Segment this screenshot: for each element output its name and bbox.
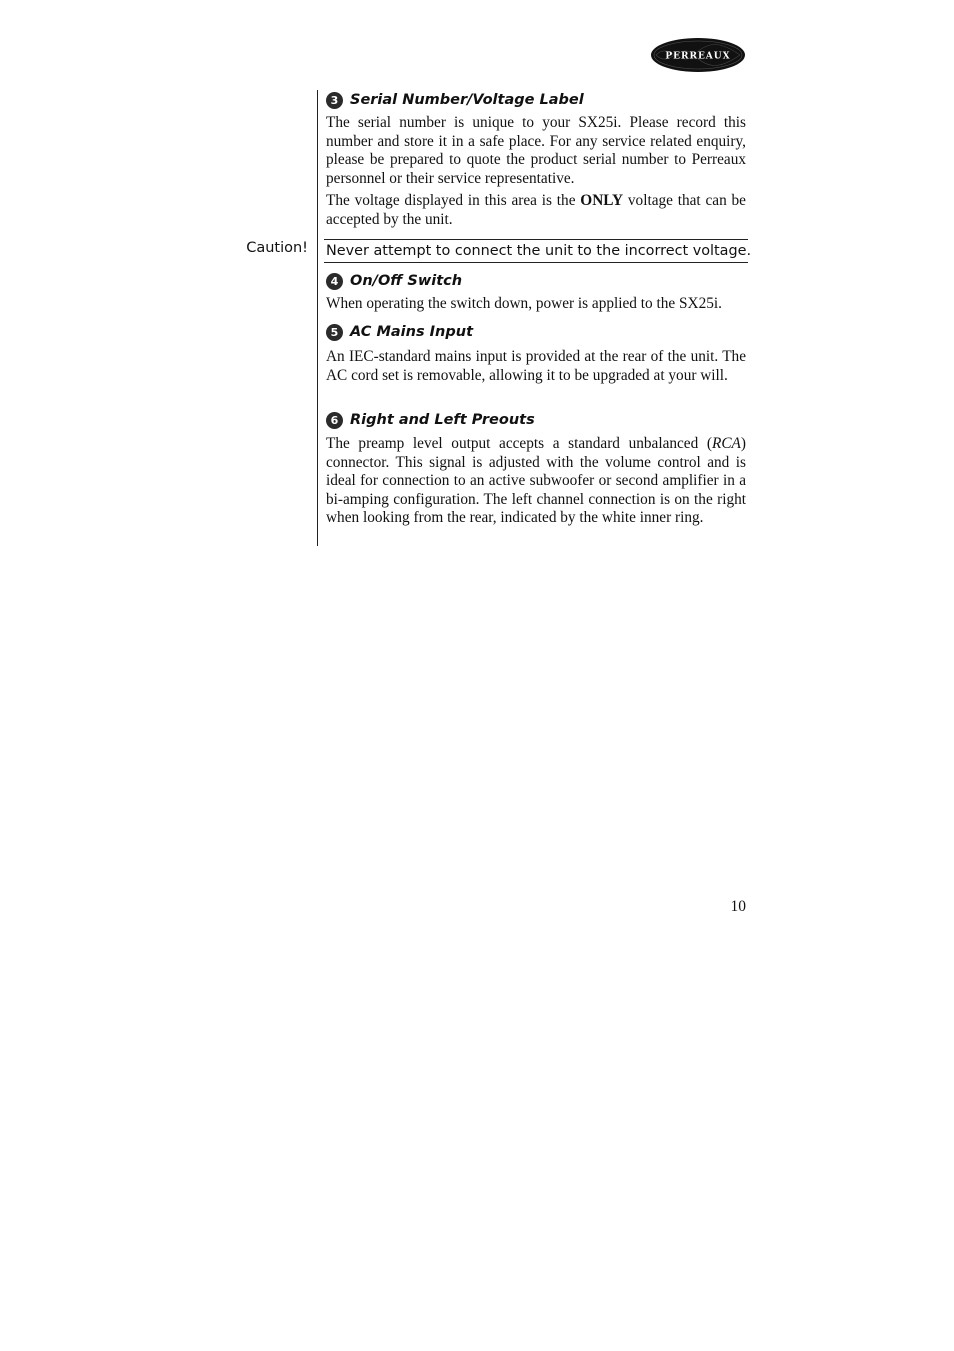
svg-text:PERREAUX: PERREAUX <box>665 51 731 62</box>
section-preouts <box>326 410 746 528</box>
paragraph: The preamp level output accepts a standard unbalanced (RCA) connector. This signal is adjusted with the volume control and is ideal for connection to an active subwoofer or second amplifier in a bi-amping configuration. The left channel connection is on the right when looking from the rear, indicated by the white inner ring. <box>326 435 746 527</box>
section-on-off-switch <box>326 271 746 314</box>
section-title: AC Mains Input <box>350 324 474 340</box>
section-number-badge: 6 <box>326 412 343 429</box>
section-serial-number <box>326 90 746 230</box>
emphasis-only: ONLY <box>580 192 624 210</box>
paragraph: The serial number is unique to your SX25i. Please record this number and store it in a safe place. For any service related enquiry, please be prepared to quote the product serial number to Perreaux personnel or their service representative. <box>326 114 746 187</box>
section-heading <box>326 90 746 110</box>
page-number: 10 <box>730 898 746 915</box>
rca-italic: RCA <box>711 435 741 452</box>
paragraph: When operating the switch down, power is applied to the SX25i. <box>326 295 722 312</box>
perreaux-logo <box>650 37 746 73</box>
margin-rule <box>317 90 318 546</box>
caution-label: Caution! <box>246 240 308 256</box>
section-heading <box>326 322 746 342</box>
paragraph: An IEC-standard mains input is provided at the rear of the unit. The AC cord set is removable, allowing it to be upgraded at your will. <box>326 348 746 384</box>
section-title: Right and Left Preouts <box>350 412 535 428</box>
section-title: On/Off Switch <box>350 273 463 289</box>
section-number-badge: 3 <box>326 92 343 109</box>
caution-text: Never attempt to connect the unit to the incorrect voltage. <box>324 239 748 263</box>
section-ac-mains-input <box>326 322 746 385</box>
paragraph: The voltage displayed in this area is the ONLY voltage that can be accepted by the unit. <box>326 192 746 228</box>
section-heading <box>326 271 746 291</box>
section-heading <box>326 410 746 430</box>
section-title: Serial Number/Voltage Label <box>350 92 584 108</box>
section-number-badge: 4 <box>326 273 343 290</box>
section-number-badge: 5 <box>326 324 343 341</box>
